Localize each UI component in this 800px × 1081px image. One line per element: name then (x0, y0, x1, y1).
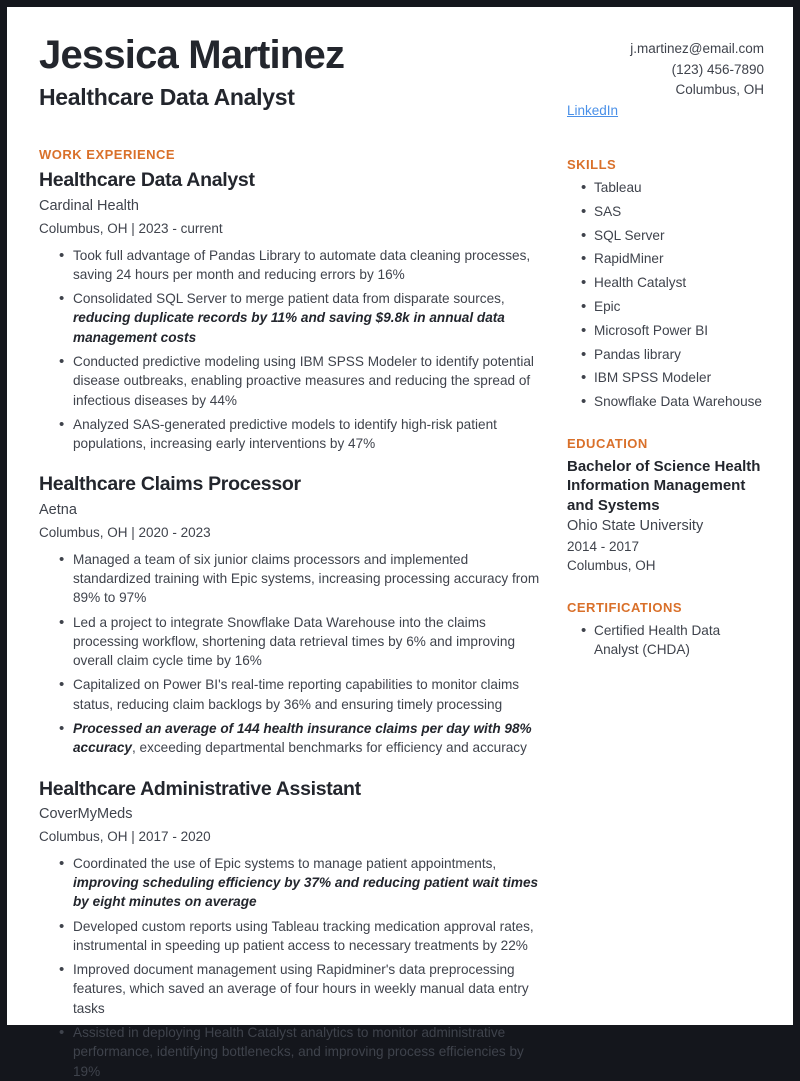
certifications-list (567, 621, 764, 660)
bullet-text: Developed custom reports using Tableau tracking medication approval rates, instrumental in speeding up patient access to necessary treatments by 22% (73, 918, 534, 953)
bullet-text: Conducted predictive modeling using IBM SPSS Modeler to identify potential disease outbreaks, enabling proactive measures and reducing the spread of infectious diseases by 44% (73, 354, 534, 408)
bullet-highlight: Processed an average of 144 health insurance claims per day with 98% accuracy (73, 720, 532, 756)
bullet-highlight: reducing duplicate records by 11% and saving $9.8k in annual data management costs (73, 310, 505, 345)
candidate-name: Jessica Martinez (39, 33, 345, 77)
skills-section (567, 157, 764, 411)
bullet-text: Improved document management using Rapidminer's data preprocessing features, which saved an average of four hours in weekly manual data entry tasks (73, 962, 529, 1016)
job-title: Healthcare Claims Processor (39, 473, 301, 496)
bullet-text: Coordinated the use of Epic systems to manage patient appointments, (73, 855, 497, 871)
header-identity (39, 33, 544, 111)
skill-item: • Epic (581, 297, 764, 316)
bullet-text: Managed a team of six junior claims processors and implemented standardized training with Epic systems, increasing processing accuracy from 89% to 97% (73, 551, 540, 606)
job-bullet (59, 550, 544, 608)
linkedin-link[interactable]: LinkedIn (567, 102, 619, 118)
job-bullet (59, 352, 544, 410)
sidebar-column (544, 33, 764, 1081)
skills-heading: SKILLS (567, 157, 617, 173)
candidate-title: Healthcare Data Analyst (39, 83, 295, 110)
job-entry (39, 168, 544, 453)
job-bullet (59, 917, 544, 956)
job-bullet (59, 675, 544, 714)
skill-item: • SAS (581, 202, 764, 221)
skill-item: • IBM SPSS Modeler (581, 368, 764, 387)
education-years: 2014 - 2017 (567, 538, 640, 554)
sidebar-sections (567, 157, 764, 659)
education-degree: Bachelor of Science Health Information Management and Systems (567, 457, 761, 514)
bullet-text: Assisted in deploying Health Catalyst analytics to monitor administrative performance, identifying bottlenecks, and improving process efficiencies by 19% (73, 1025, 524, 1079)
bullet-text: Capitalized on Power BI's real-time reporting capabilities to monitor claims status, reducing claim backlogs by 36% and ensuring timely processing (73, 677, 520, 712)
skill-item: • Pandas library (581, 345, 764, 364)
bullet-text: Consolidated SQL Server to merge patient data from disparate sources, (73, 291, 505, 307)
job-meta: Columbus, OH | 2020 - 2023 (39, 525, 211, 541)
contact-location: Columbus, OH (675, 82, 764, 98)
skill-item: • RapidMiner (581, 249, 764, 268)
job-bullet (59, 613, 544, 671)
job-bullets (39, 550, 544, 758)
contact-phone[interactable]: (123) 456-7890 (671, 61, 764, 77)
skill-item: • Tableau (581, 178, 764, 197)
skills-list (567, 178, 764, 411)
jobs-list (39, 168, 544, 1081)
job-bullet (59, 854, 544, 912)
job-bullet (59, 246, 544, 285)
job-company: Aetna (39, 501, 77, 518)
education-heading: EDUCATION (567, 435, 648, 451)
job-bullet (59, 1023, 544, 1081)
certification-item: • Certified Health Data Analyst (CHDA) (581, 621, 764, 660)
certifications-heading: CERTIFICATIONS (567, 599, 683, 615)
job-meta: Columbus, OH | 2017 - 2020 (39, 829, 211, 845)
education-school: Ohio State University (567, 518, 704, 535)
certifications-section (567, 600, 764, 660)
education-section (567, 436, 764, 576)
job-bullet (59, 960, 544, 1018)
bullet-text: Took full advantage of Pandas Library to automate data cleaning processes, saving 24 hours per month and reducing errors by 16% (73, 247, 531, 282)
skill-item: • SQL Server (581, 226, 764, 245)
job-entry (39, 777, 544, 1081)
work-experience-section (39, 147, 544, 1081)
job-entry (39, 472, 544, 757)
job-title: Healthcare Administrative Assistant (39, 777, 361, 800)
resume-page (7, 7, 793, 1079)
education-location: Columbus, OH (567, 558, 656, 574)
skill-item: • Snowflake Data Warehouse (581, 392, 764, 411)
job-company: CoverMyMeds (39, 805, 133, 822)
job-bullet (59, 289, 544, 347)
bullet-highlight: improving scheduling efficiency by 37% and reducing patient wait times by eight minutes on average (73, 875, 539, 910)
skill-item: • Health Catalyst (581, 273, 764, 292)
bullet-text: , exceeding departmental benchmarks for efficiency and accuracy (131, 740, 527, 756)
bullet-text: Analyzed SAS-generated predictive models to identify high-risk patient populations, increasing early interventions by 47% (73, 416, 497, 452)
job-bullet (59, 415, 544, 454)
skill-item: • Microsoft Power BI (581, 321, 764, 340)
contact-email[interactable]: j.martinez@email.com (630, 41, 764, 56)
job-bullet (59, 719, 544, 758)
job-title: Healthcare Data Analyst (39, 169, 255, 192)
bullet-text: Led a project to integrate Snowflake Data Warehouse into the claims processing workflow, shortening data retrieval times by 6% and improving overall claim cycle time by 16% (73, 614, 516, 669)
job-bullets (39, 246, 544, 454)
job-bullets (39, 854, 544, 1081)
job-meta: Columbus, OH | 2023 - current (39, 221, 223, 237)
job-company: Cardinal Health (39, 197, 139, 214)
main-column (39, 33, 544, 1081)
contact-block (567, 33, 764, 121)
work-experience-heading: WORK EXPERIENCE (39, 147, 176, 163)
